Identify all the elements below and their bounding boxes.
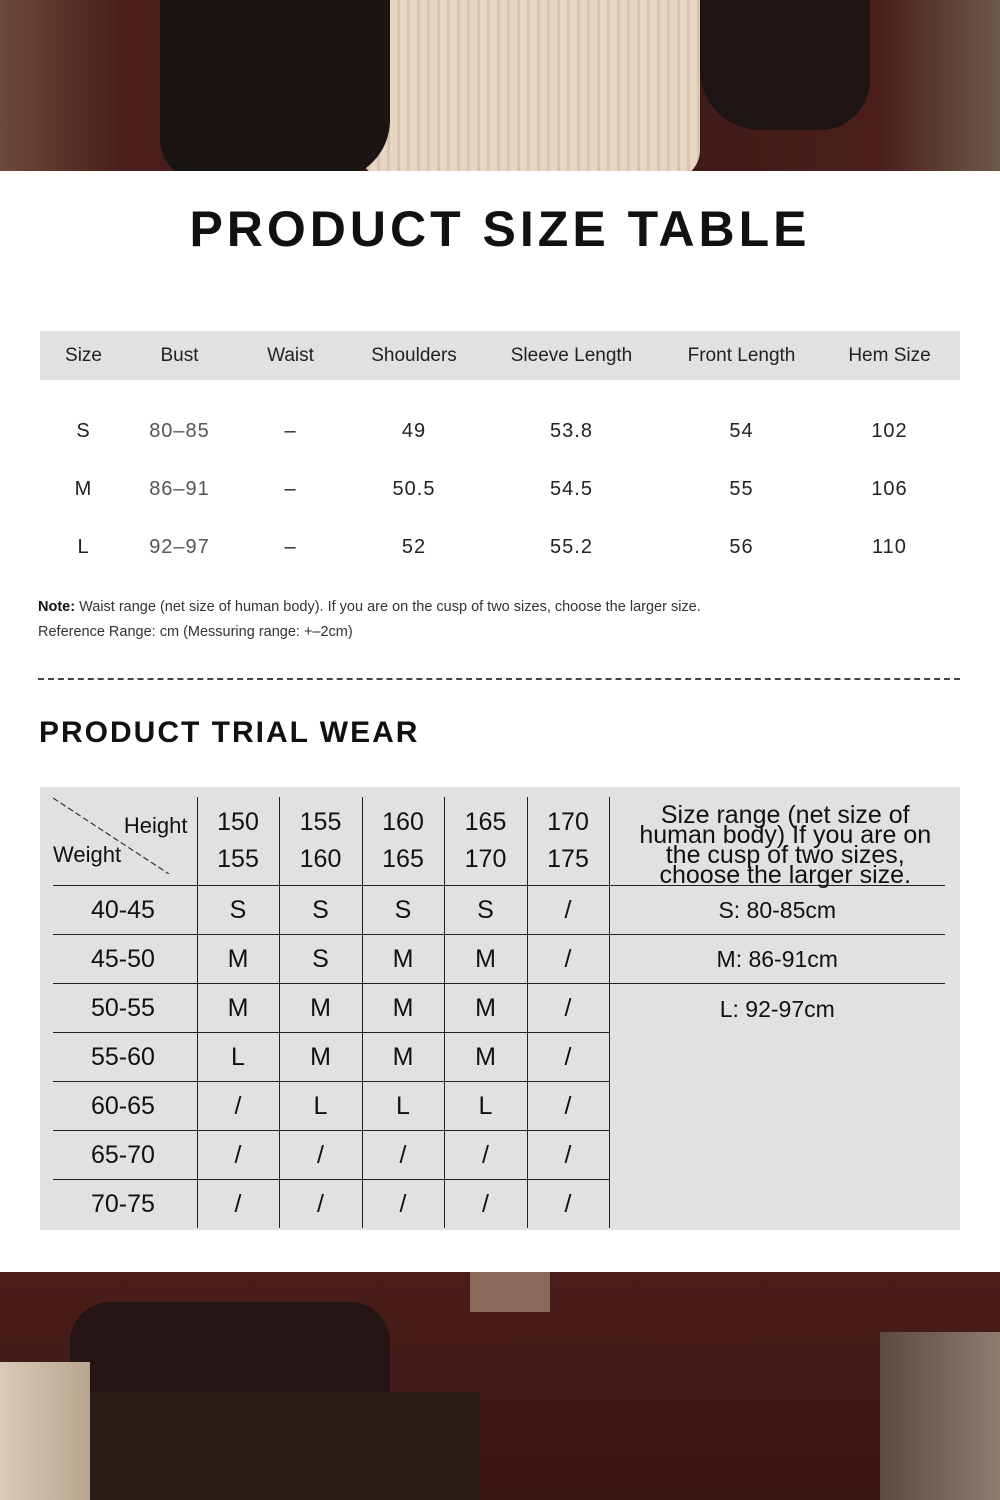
note-label: Note: [38, 599, 76, 615]
size-range-note: Size range (net size of human body) If you are on the cusp of two sizes, choose the larger size. [609, 797, 945, 886]
table-cell: 106 [871, 477, 908, 500]
table-cell: 54 [729, 419, 754, 442]
size-cell: M [279, 1033, 362, 1082]
size-cell: / [444, 1131, 527, 1180]
header-front-length: Front Length [664, 331, 819, 380]
weight-cell: 70-75 [53, 1180, 197, 1229]
height-label: Height [123, 813, 188, 838]
table-cell: – [284, 535, 297, 558]
size-cell: / [527, 1033, 609, 1082]
table-cell: 110 [872, 535, 907, 558]
height-range-header: 165 170 [444, 797, 527, 886]
table-cell: S [76, 419, 91, 442]
table-cell: 92–97 [149, 535, 210, 558]
table-cell: 50.5 [392, 477, 436, 500]
range-m: M: 86-91cm [609, 935, 945, 984]
size-cell: S [444, 886, 527, 935]
trial-header-row [53, 797, 945, 886]
size-cell: / [197, 1082, 279, 1131]
size-cell: L [362, 1082, 444, 1131]
weight-cell: 45-50 [53, 935, 197, 984]
size-cell: M [444, 984, 527, 1033]
height-weight-corner [53, 797, 197, 886]
size-cell: L [279, 1082, 362, 1131]
size-cell: S [197, 886, 279, 935]
size-table-header [40, 331, 960, 380]
size-cell: / [197, 1131, 279, 1180]
size-notes [38, 595, 701, 645]
size-cell: / [279, 1131, 362, 1180]
range-s: S: 80-85cm [609, 886, 945, 935]
trial-row [53, 935, 945, 984]
size-table [40, 331, 960, 576]
height-range-header: 150 155 [197, 797, 279, 886]
size-cell: / [527, 984, 609, 1033]
size-cell: M [362, 984, 444, 1033]
size-cell: M [197, 935, 279, 984]
table-cell: 80–85 [149, 419, 210, 442]
size-cell: M [444, 1033, 527, 1082]
table-cell: – [284, 477, 297, 500]
size-cell: / [527, 1131, 609, 1180]
table-cell: 53.8 [550, 419, 593, 442]
table-cell: 55.2 [550, 535, 593, 558]
height-range-header: 170 175 [527, 797, 609, 886]
size-cell: M [444, 935, 527, 984]
size-cell: / [362, 1131, 444, 1180]
size-cell: / [527, 935, 609, 984]
size-cell: M [279, 984, 362, 1033]
reference-range-text: Reference Range: cm (Messuring range: +–2cm) [38, 624, 353, 640]
table-cell: 55 [729, 477, 754, 500]
table-cell: M [74, 477, 93, 500]
weight-cell: 65-70 [53, 1131, 197, 1180]
size-cell: M [362, 1033, 444, 1082]
range-l: L: 92-97cm [609, 984, 945, 1229]
size-cell: / [527, 886, 609, 935]
header-bust: Bust [127, 331, 232, 380]
table-cell: 52 [401, 535, 427, 558]
weight-cell: 55-60 [53, 1033, 197, 1082]
trial-row [53, 886, 945, 935]
header-size: Size [40, 331, 127, 380]
size-cell: S [362, 886, 444, 935]
table-cell: – [284, 419, 297, 442]
weight-cell: 50-55 [53, 984, 197, 1033]
table-cell: 102 [871, 419, 908, 442]
size-cell: / [279, 1180, 362, 1229]
trial-wear-table [53, 797, 945, 1228]
trial-row [53, 984, 945, 1033]
size-cell: L [197, 1033, 279, 1082]
weight-label: Weight [53, 842, 122, 867]
height-range-header: 155 160 [279, 797, 362, 886]
size-cell: / [444, 1180, 527, 1229]
weight-cell: 60-65 [53, 1082, 197, 1131]
size-cell: / [197, 1180, 279, 1229]
table-cell: 86–91 [149, 477, 210, 500]
header-waist: Waist [232, 331, 349, 380]
table-row [40, 518, 960, 576]
table-cell: 56 [729, 535, 754, 558]
header-shoulders: Shoulders [349, 331, 479, 380]
table-cell: 49 [401, 419, 427, 442]
table-cell: L [77, 535, 90, 558]
weight-cell: 40-45 [53, 886, 197, 935]
header-hem-size: Hem Size [819, 331, 960, 380]
size-cell: S [279, 935, 362, 984]
size-cell: / [527, 1180, 609, 1229]
size-cell: M [362, 935, 444, 984]
trial-wear-title: PRODUCT TRIAL WEAR [39, 716, 420, 749]
size-cell: M [197, 984, 279, 1033]
top-product-photo [0, 0, 1000, 171]
size-cell: / [362, 1180, 444, 1229]
page-title: PRODUCT SIZE TABLE [189, 201, 811, 257]
size-cell: / [527, 1082, 609, 1131]
table-cell: 54.5 [550, 477, 593, 500]
dashed-divider [38, 678, 960, 680]
height-range-header: 160 165 [362, 797, 444, 886]
table-row [40, 460, 960, 518]
table-row [40, 402, 960, 460]
size-cell: S [279, 886, 362, 935]
note-text: Waist range (net size of human body). If you are on the cusp of two sizes, choose the larger size. [75, 599, 701, 615]
bottom-product-photo [0, 1272, 1000, 1500]
size-cell: L [444, 1082, 527, 1131]
header-sleeve-length: Sleeve Length [479, 331, 664, 380]
